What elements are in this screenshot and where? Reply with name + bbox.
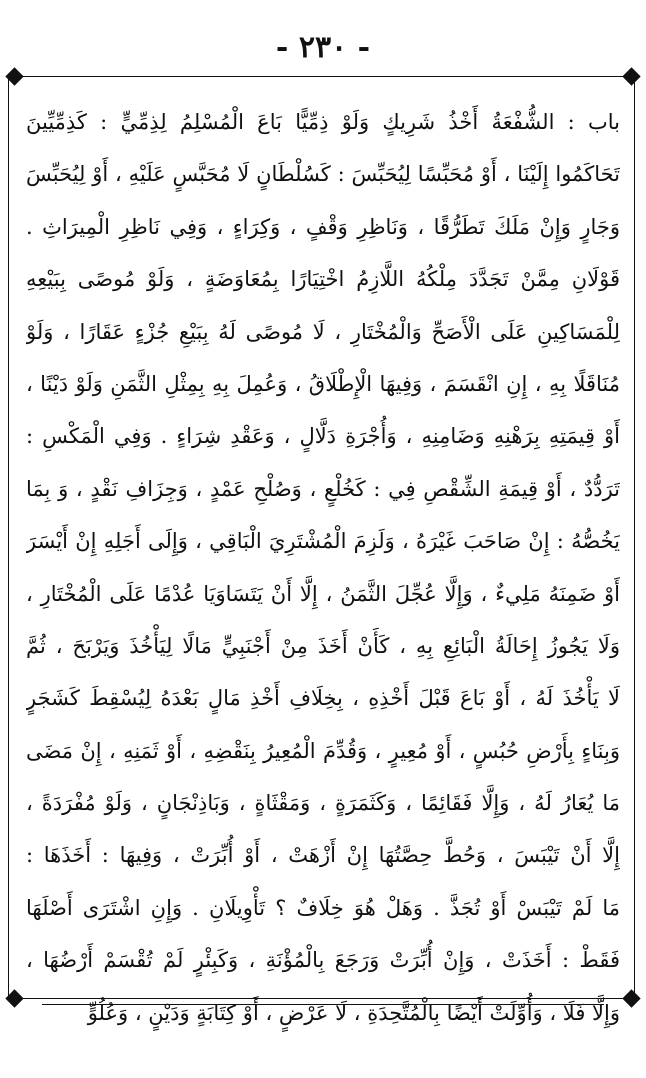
text-line: لِلْمَسَاكِينِ عَلَى الْأَصَحِّ وَالْمُخْتَارِ ، لَا مُوصًى لَهُ بِبَيْعِ جُزْءٍ عَقَارًا ، وَلَوْ (26, 319, 620, 344)
text-line: وَبِنَاءٍ بِأَرْضِ حُبُسٍ ، أَوْ مُعِيرٍ ، وَقُدِّمَ الْمُعِيرُ بِنَقْضِهِ ، أَوْ ثَمَنِهِ ، إِنْ مَضَى (26, 738, 620, 763)
right-border-line (634, 78, 635, 998)
text-line: مَا يُعَارُ لَهُ ، وَإِلَّا فَقَائِمًا ، وَكَثَمَرَةٍ ، وَمَقْثَاةٍ ، وَبَاذِنْجَانٍ ، وَلَوْ مُفْرَدَةً ، (26, 791, 620, 816)
text-line: تَحَاكَمُوا إِلَيْنَا ، أَوْ مُحَبِّسًا لِيُحَبِّسَ : كَسُلْطَانٍ لَا مُحَبَّسٍ عَلَيْهِ ، أَوْ لِيُحَبِّسَ (26, 162, 620, 187)
text-line: أَوْ ضَمِنَهُ مَلِيءٌ ، وَإِلَّا عُجِّلَ الثَّمَنُ ، إِلَّا أَنْ يَتَسَاوَيَا عُدْمًا عَلَى الْمُخْتَارِ ، (26, 581, 620, 606)
text-line: مُنَاقَلًا بِهِ ، إِنِ انْقَسَمَ ، وَفِيهَا الْإِطْلَاقُ ، وَعُمِلَ بِهِ بِمِثْلِ الثَّمَنِ وَلَوْ دَيْنًا ، (26, 371, 620, 396)
ornament-diamond-icon (622, 67, 640, 85)
left-border-line (8, 78, 9, 998)
text-line: مَا لَمْ تَيْبَسْ أَوْ تُجَذَّ . وَهَلْ هُوَ خِلَافٌ ؟ تَأْوِيلَانِ . وَإِنِ اشْتَرَى أَصْلَهَا (26, 895, 620, 920)
ornament-diamond-icon (622, 989, 640, 1007)
body-text (26, 96, 620, 1039)
text-line: يَخُصُّهُ : إِنْ صَاحَبَ غَيْرَهُ ، وَلَزِمَ الْمُشْتَرِيَ الْبَاقِي ، وَإِلَى أَجَلِهِ إِنْ أَيْسَرَ (26, 529, 620, 554)
text-line: لَا يَأْخُذَ لَهُ ، أَوْ بَاعَ قَبْلَ أَخْذِهِ ، بِخِلَافِ أَخْذِ مَالٍ بَعْدَهُ لِيُسْقِطَ كَشَجَرٍ (26, 686, 620, 711)
text-line: وَلَا يَجُوزُ إِحَالَةُ الْبَائِعِ بِهِ ، كَأَنْ أَخَذَ مِنْ أَجْنَبِيٍّ مَالًا لِيَأْخُذَ وَيَرْبَحَ ، ثُمَّ (26, 633, 620, 658)
text-line: فَقَطْ : أَخَذَتْ ، وَإِنْ أُبِّرَتْ وَرَجَعَ بِالْمُؤْنَةِ ، وَكَبِئْرٍ لَمْ تُقْسَمْ أَرْضُهَا ، (26, 948, 620, 973)
text-line: تَرَدُّدٌ ، أَوْ قِيمَةِ الشِّقْصِ فِي : كَخُلْعٍ ، وَصُلْحِ عَمْدٍ ، وَجِزَافِ نَقْدٍ ، وَ بِمَا (26, 476, 620, 501)
text-line: إِلَّا أَنْ تَيْبَسَ ، وَحُطَّ حِصَّتُهَا إِنْ أَزْهَتْ ، أَوْ أُبِّرَتْ ، وَفِيهَا : أَخَذَهَا : (26, 843, 620, 868)
top-border-line (12, 76, 634, 77)
text-line: وَجَارٍ وَإِنْ مَلَكَ تَطَرُّقًا ، وَنَاظِرِ وَقْفٍ ، وَكِرَاءٍ ، وَفِي نَاظِرِ الْمِيرَاثِ . (26, 214, 620, 239)
text-line: أَوْ قِيمَتِهِ بِرَهْنِهِ وَضَامِنِهِ ، وَأُجْرَةِ دَلَّالٍ ، وَعَقْدِ شِرَاءٍ . وَفِي الْمَكْسِ : (26, 424, 620, 449)
text-line: وَإِلَّا فَلَا ، وَأُوِّلَتْ أَيْضًا بِالْمُتَّحِدَةِ ، لَا عَرْضٍ ، أَوْ كِتَابَةٍ وَدَيْنٍ ، وَعُلُوٍّ (87, 1000, 620, 1025)
text-line: قَوْلَانِ مِمَّنْ تَجَدَّدَ مِلْكُهُ اللَّازِمُ اخْتِيَارًا بِمُعَاوَضَةٍ ، وَلَوْ مُوصًى بِبَيْعِهِ (26, 267, 620, 292)
text-line: باب : الشُّفْعَةُ أَخْذُ شَرِيكٍ وَلَوْ ذِمِّيًّا بَاعَ الْمُسْلِمُ لِذِمِّيٍّ : كَذِمِّيِّينَ (26, 110, 620, 134)
page-number: - ٢٣٠ - (275, 30, 371, 65)
